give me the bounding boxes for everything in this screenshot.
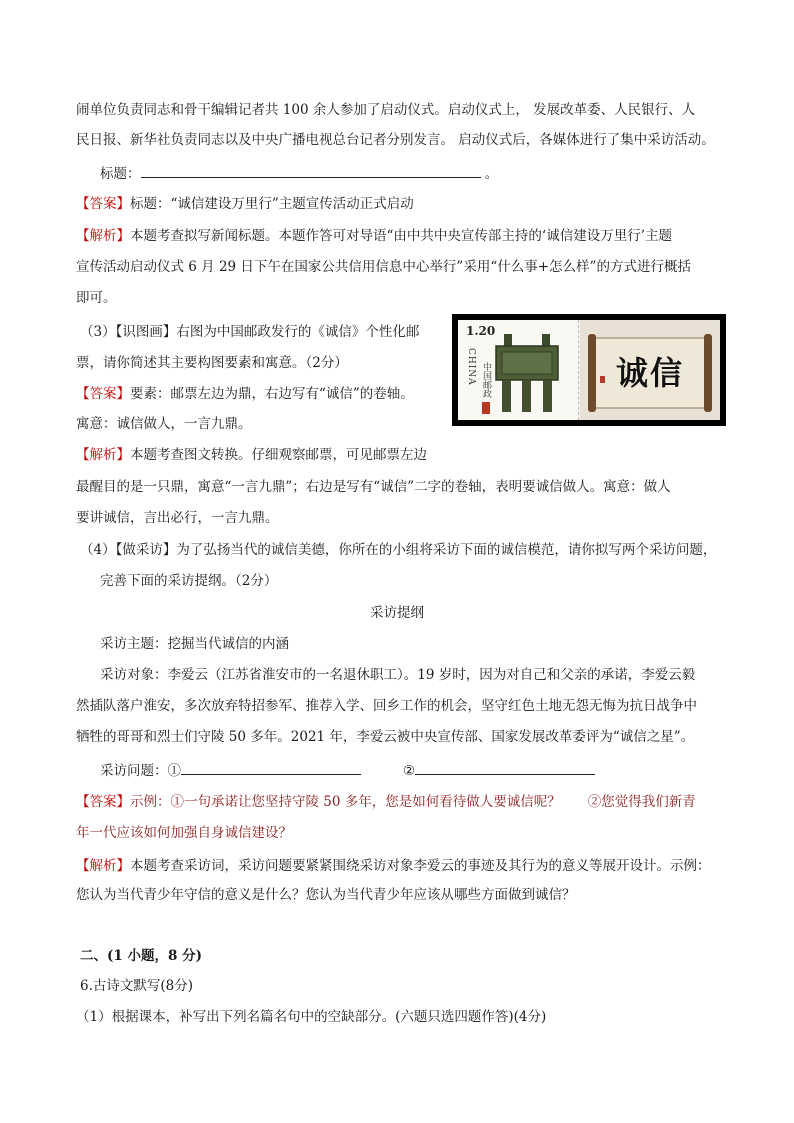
- stamp-ding-panel: [458, 320, 579, 420]
- interview-questions: [100, 760, 595, 781]
- answer-1: [76, 194, 414, 214]
- interview-subject-line: 然插队落户淮安，多次放弃特招参军、推荐入学、回乡工作的机会，坚守红色土地无怨无悔为抗日战争中: [76, 698, 697, 714]
- title-blank: [141, 163, 481, 178]
- question-2-marker: ②: [403, 763, 416, 779]
- answer-text: 要素：邮票左边为鼎，右边写有“诚信”的卷轴。: [130, 386, 414, 402]
- explanation-text: 本题考查图文转换。仔细观察邮票，可见邮票左边: [130, 447, 427, 463]
- ding-icon: [458, 320, 578, 420]
- question-6-part-1: （1）根据课本，补写出下列名篇名句中的空缺部分。(六题只选四题作答)(4分): [76, 1009, 547, 1025]
- explanation-tag: 【解析】: [76, 447, 130, 463]
- answer-tag: 【答案】: [76, 794, 130, 810]
- stamp-post: 中国邮政: [481, 362, 491, 398]
- outline-title: 采访提纲: [370, 605, 424, 621]
- question-2-blank: [415, 760, 595, 775]
- stamp-image: [452, 314, 726, 426]
- question-6: 6.古诗文默写(8分): [80, 978, 194, 994]
- answer-line: 年一代应该如何加强自身诚信建设？: [76, 825, 292, 841]
- answer-text: 示例：①一句承诺让您坚持守陵 50 多年，您是如何看待做人要诚信呢？ ②您觉得我们新青: [130, 794, 696, 810]
- answer-tag: 【答案】: [76, 196, 130, 212]
- answer-3: [76, 384, 414, 404]
- section-heading: 二、(1 小题，8 分): [80, 948, 202, 964]
- stamp-denomination: 1.20: [466, 324, 496, 338]
- question-3: （3）【识图画】右图为中国邮政发行的《诚信》个性化邮: [80, 324, 420, 340]
- explanation-3: [76, 445, 427, 465]
- explanation-text: 本题考查拟写新闻标题。本题作答可对导语“由中共中央宣传部主持的‘诚信建设万里行’主题: [130, 228, 672, 244]
- answer-4: [76, 792, 696, 812]
- title-prompt: [100, 163, 498, 184]
- stamp-scroll-panel: [580, 320, 720, 420]
- answer-text: 标题：“诚信建设万里行”主题宣传活动正式启动: [130, 196, 414, 212]
- answer-line: 寓意：诚信做人，一言九鼎。: [76, 416, 252, 432]
- paragraph-line: 闹单位负责同志和骨干编辑记者共 100 余人参加了启动仪式。启动仪式上， 发展改革委、人民银行、人: [76, 102, 696, 118]
- explanation-line: 要讲诚信，言出必行，一言九鼎。: [76, 510, 279, 526]
- question-1-blank: [181, 760, 361, 775]
- title-label: 标题：: [100, 166, 141, 182]
- explanation-4: [76, 856, 711, 876]
- question-4: （4）【做采访】为了弘扬当代的诚信美德，你所在的小组将采访下面的诚信模范，请你拟写两个采访问题，: [80, 542, 717, 558]
- title-end: 。: [484, 166, 499, 182]
- explanation-line: 宣传活动启动仪式 6 月 29 日下午在国家公共信用信息中心举行”采用“什么事+怎么样”的方式进行概括: [76, 259, 691, 275]
- interview-subject-line: 牺牲的哥哥和烈士们守陵 50 多年。2021 年，李爱云被中央宣传部、国家发展改革委评为“诚信之星”。: [76, 729, 695, 745]
- explanation-line: 最醒目的是一只鼎，寓意“一言九鼎”；右边是写有“诚信”二字的卷轴，表明要诚信做人。寓意：做人: [76, 479, 671, 495]
- explanation-tag: 【解析】: [76, 858, 130, 874]
- paragraph-line: 民日报、新华社负责同志以及中央广播电视总台记者分别发言。 启动仪式后，各媒体进行了集中采访活动。: [76, 132, 715, 148]
- explanation-tag: 【解析】: [76, 228, 130, 244]
- question-3-line: 票，请你简述其主要构图要素和寓意。（2分）: [76, 355, 348, 371]
- interview-topic: 采访主题：挖掘当代诚信的内涵: [100, 636, 289, 652]
- explanation-line: 即可。: [76, 290, 117, 306]
- explanation-1: [76, 226, 672, 246]
- questions-label: 采访问题：①: [100, 763, 181, 779]
- scroll-calligraphy: 诚信: [615, 354, 684, 392]
- interview-subject: 采访对象：李爱云（江苏省淮安市的一名退休职工）。19 岁时，因为对自己和父亲的承诺，李爱云毅: [100, 667, 696, 683]
- explanation-line: 您认为当代青少年守信的意义是什么？您认为当代青少年应该从哪些方面做到诚信？: [76, 887, 576, 903]
- stamp-country: CHINA: [466, 348, 476, 386]
- explanation-text: 本题考查采访词，采访问题要紧紧围绕采访对象李爱云的事迹及其行为的意义等展开设计。示例：: [130, 858, 711, 874]
- answer-tag: 【答案】: [76, 386, 130, 402]
- question-4-line: 完善下面的采访提纲。（2分）: [100, 573, 278, 589]
